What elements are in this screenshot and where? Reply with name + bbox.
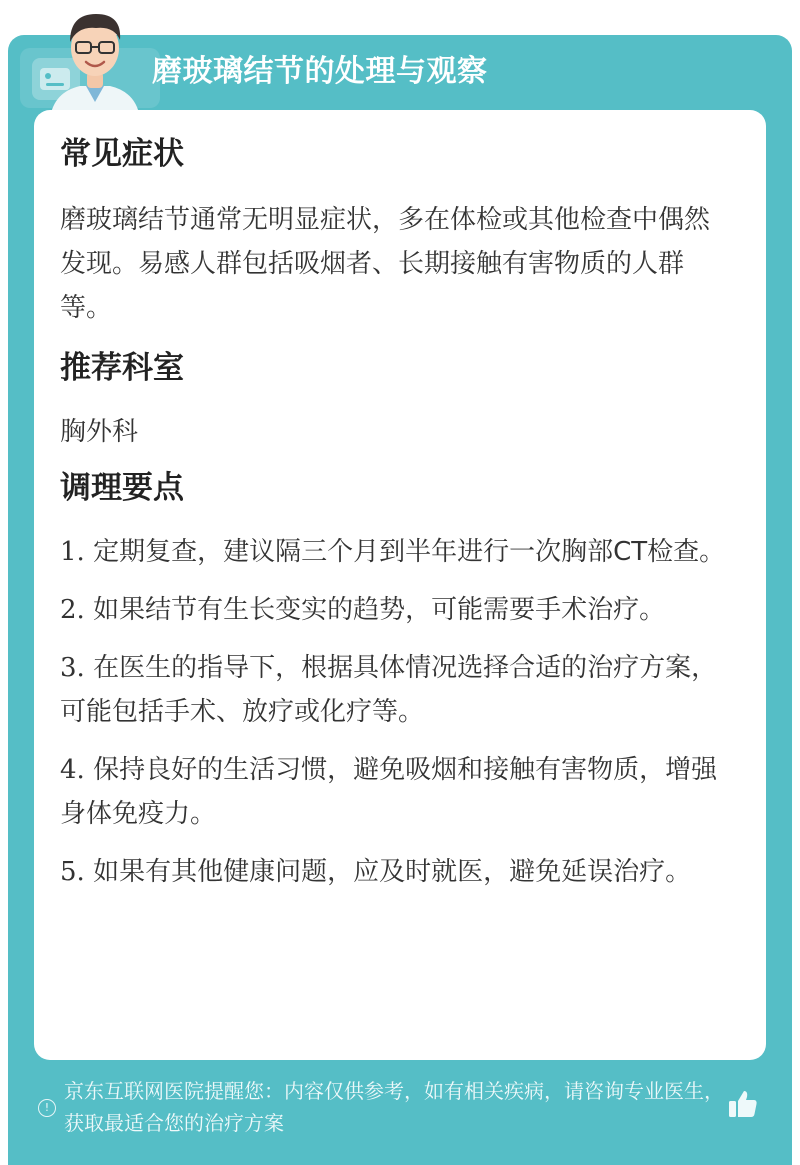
doctor-avatar <box>40 6 150 118</box>
list-item <box>60 588 730 632</box>
list-item-text: 在医生的指导下，根据具体情况选择合适的治疗方案，可能包括手术、放疗或化疗等。 <box>60 653 718 727</box>
care-list <box>60 530 730 894</box>
list-item-number: 3. <box>60 653 85 683</box>
list-item-text: 定期复查，建议隔三个月到半年进行一次胸部CT检查。 <box>93 537 726 567</box>
list-item-text: 保持良好的生活习惯，避免吸烟和接触有害物质，增强身体免疫力。 <box>60 755 718 829</box>
list-item-number: 5. <box>60 857 85 887</box>
list-item <box>60 530 730 574</box>
list-item-number: 2. <box>60 595 85 625</box>
department-text: 胸外科 <box>60 417 139 447</box>
list-item <box>60 646 730 734</box>
thumbs-up-icon[interactable] <box>726 1087 760 1121</box>
list-item-number: 1. <box>60 537 85 567</box>
info-circle-icon: ! <box>38 1099 56 1117</box>
list-item-text: 如果有其他健康问题，应及时就医，避免延误治疗。 <box>93 857 692 887</box>
content-card <box>34 110 766 1060</box>
symptoms-heading: 常见症状 <box>60 136 184 172</box>
list-item <box>60 748 730 836</box>
list-item-number: 4. <box>60 755 85 785</box>
content-body <box>60 134 730 908</box>
department-heading: 推荐科室 <box>60 350 184 386</box>
symptoms-text: 磨玻璃结节通常无明显症状，多在体检或其他检查中偶然发现。易感人群包括吸烟者、长期接触有害物质的人群等。 <box>60 205 711 323</box>
disclaimer-text: 京东互联网医院提醒您：内容仅供参考，如有相关疾病，请咨询专业医生，获取最适合您的治疗方案 <box>64 1079 724 1135</box>
list-item <box>60 850 730 894</box>
care-heading: 调理要点 <box>60 470 184 506</box>
page-title: 磨玻璃结节的处理与观察 <box>152 54 488 89</box>
list-item-text: 如果结节有生长变实的趋势，可能需要手术治疗。 <box>93 595 666 625</box>
